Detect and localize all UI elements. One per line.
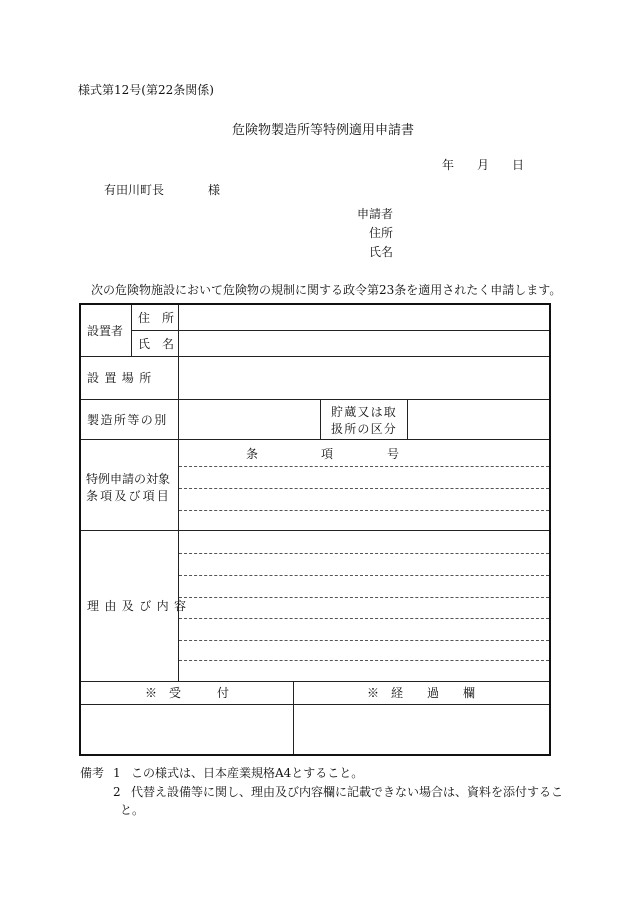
reception-field xyxy=(81,705,293,754)
installer-address-field[interactable] xyxy=(179,306,549,330)
applicant-address-label: 住所 xyxy=(369,226,394,240)
page-title: 危険物製造所等特例適用申請書 xyxy=(232,123,415,138)
application-form-table xyxy=(79,303,551,756)
note-2-text: 代替え設備等に関し、理由及び内容欄に記載できない場合は、資料を添付するこ xyxy=(131,785,564,799)
date-day: 日 xyxy=(512,158,525,172)
facility-type-label: 製造所等の別 xyxy=(87,412,168,427)
target-clause-field[interactable] xyxy=(179,467,549,530)
clause-header: 条 xyxy=(246,447,259,461)
form-number: 様式第12号(第22条関係) xyxy=(78,83,214,97)
reception-header: ※ 受 付 xyxy=(144,686,229,700)
item-header: 項 xyxy=(321,447,334,461)
date-month: 月 xyxy=(477,158,490,172)
facility-type-field[interactable] xyxy=(179,400,320,439)
intro-text: 次の危険物施設において危険物の規制に関する政令第23条を適用されたく申請します。 xyxy=(91,283,562,297)
installer-label: 設置者 xyxy=(87,324,124,338)
addressee-name: 有田川町長 xyxy=(104,183,165,197)
storage-class-label-line2: 扱所の区分 xyxy=(331,422,398,436)
applicant-label: 申請者 xyxy=(357,207,394,221)
reason-field[interactable] xyxy=(179,531,549,681)
date-year: 年 xyxy=(442,158,455,172)
note-1-text: この様式は、日本産業規格A4とすること。 xyxy=(131,766,364,780)
notes-label: 備考 xyxy=(80,766,105,780)
target-label-line2: 条項及び項目 xyxy=(86,489,171,503)
installer-name-label: 氏 名 xyxy=(138,336,175,351)
target-label-line1: 特例申請の対象 xyxy=(86,472,171,486)
progress-field xyxy=(294,705,549,754)
number-header: 号 xyxy=(387,447,400,461)
progress-header: ※ 経 過 欄 xyxy=(366,686,475,700)
location-label: 設置場所 xyxy=(87,371,157,385)
installer-name-field[interactable] xyxy=(179,331,549,356)
installer-address-label: 住 所 xyxy=(138,311,175,325)
note-1-number: 1 xyxy=(113,766,121,780)
applicant-name-label: 氏名 xyxy=(369,245,394,259)
location-field[interactable] xyxy=(179,357,549,399)
storage-class-field[interactable] xyxy=(408,400,549,439)
note-2-continuation: と。 xyxy=(120,803,145,817)
reason-label: 理由及び内容 xyxy=(87,599,192,613)
note-2-number: 2 xyxy=(113,785,121,799)
storage-class-label-line1: 貯蔵又は取 xyxy=(331,405,398,419)
addressee-honorific: 様 xyxy=(208,183,221,197)
